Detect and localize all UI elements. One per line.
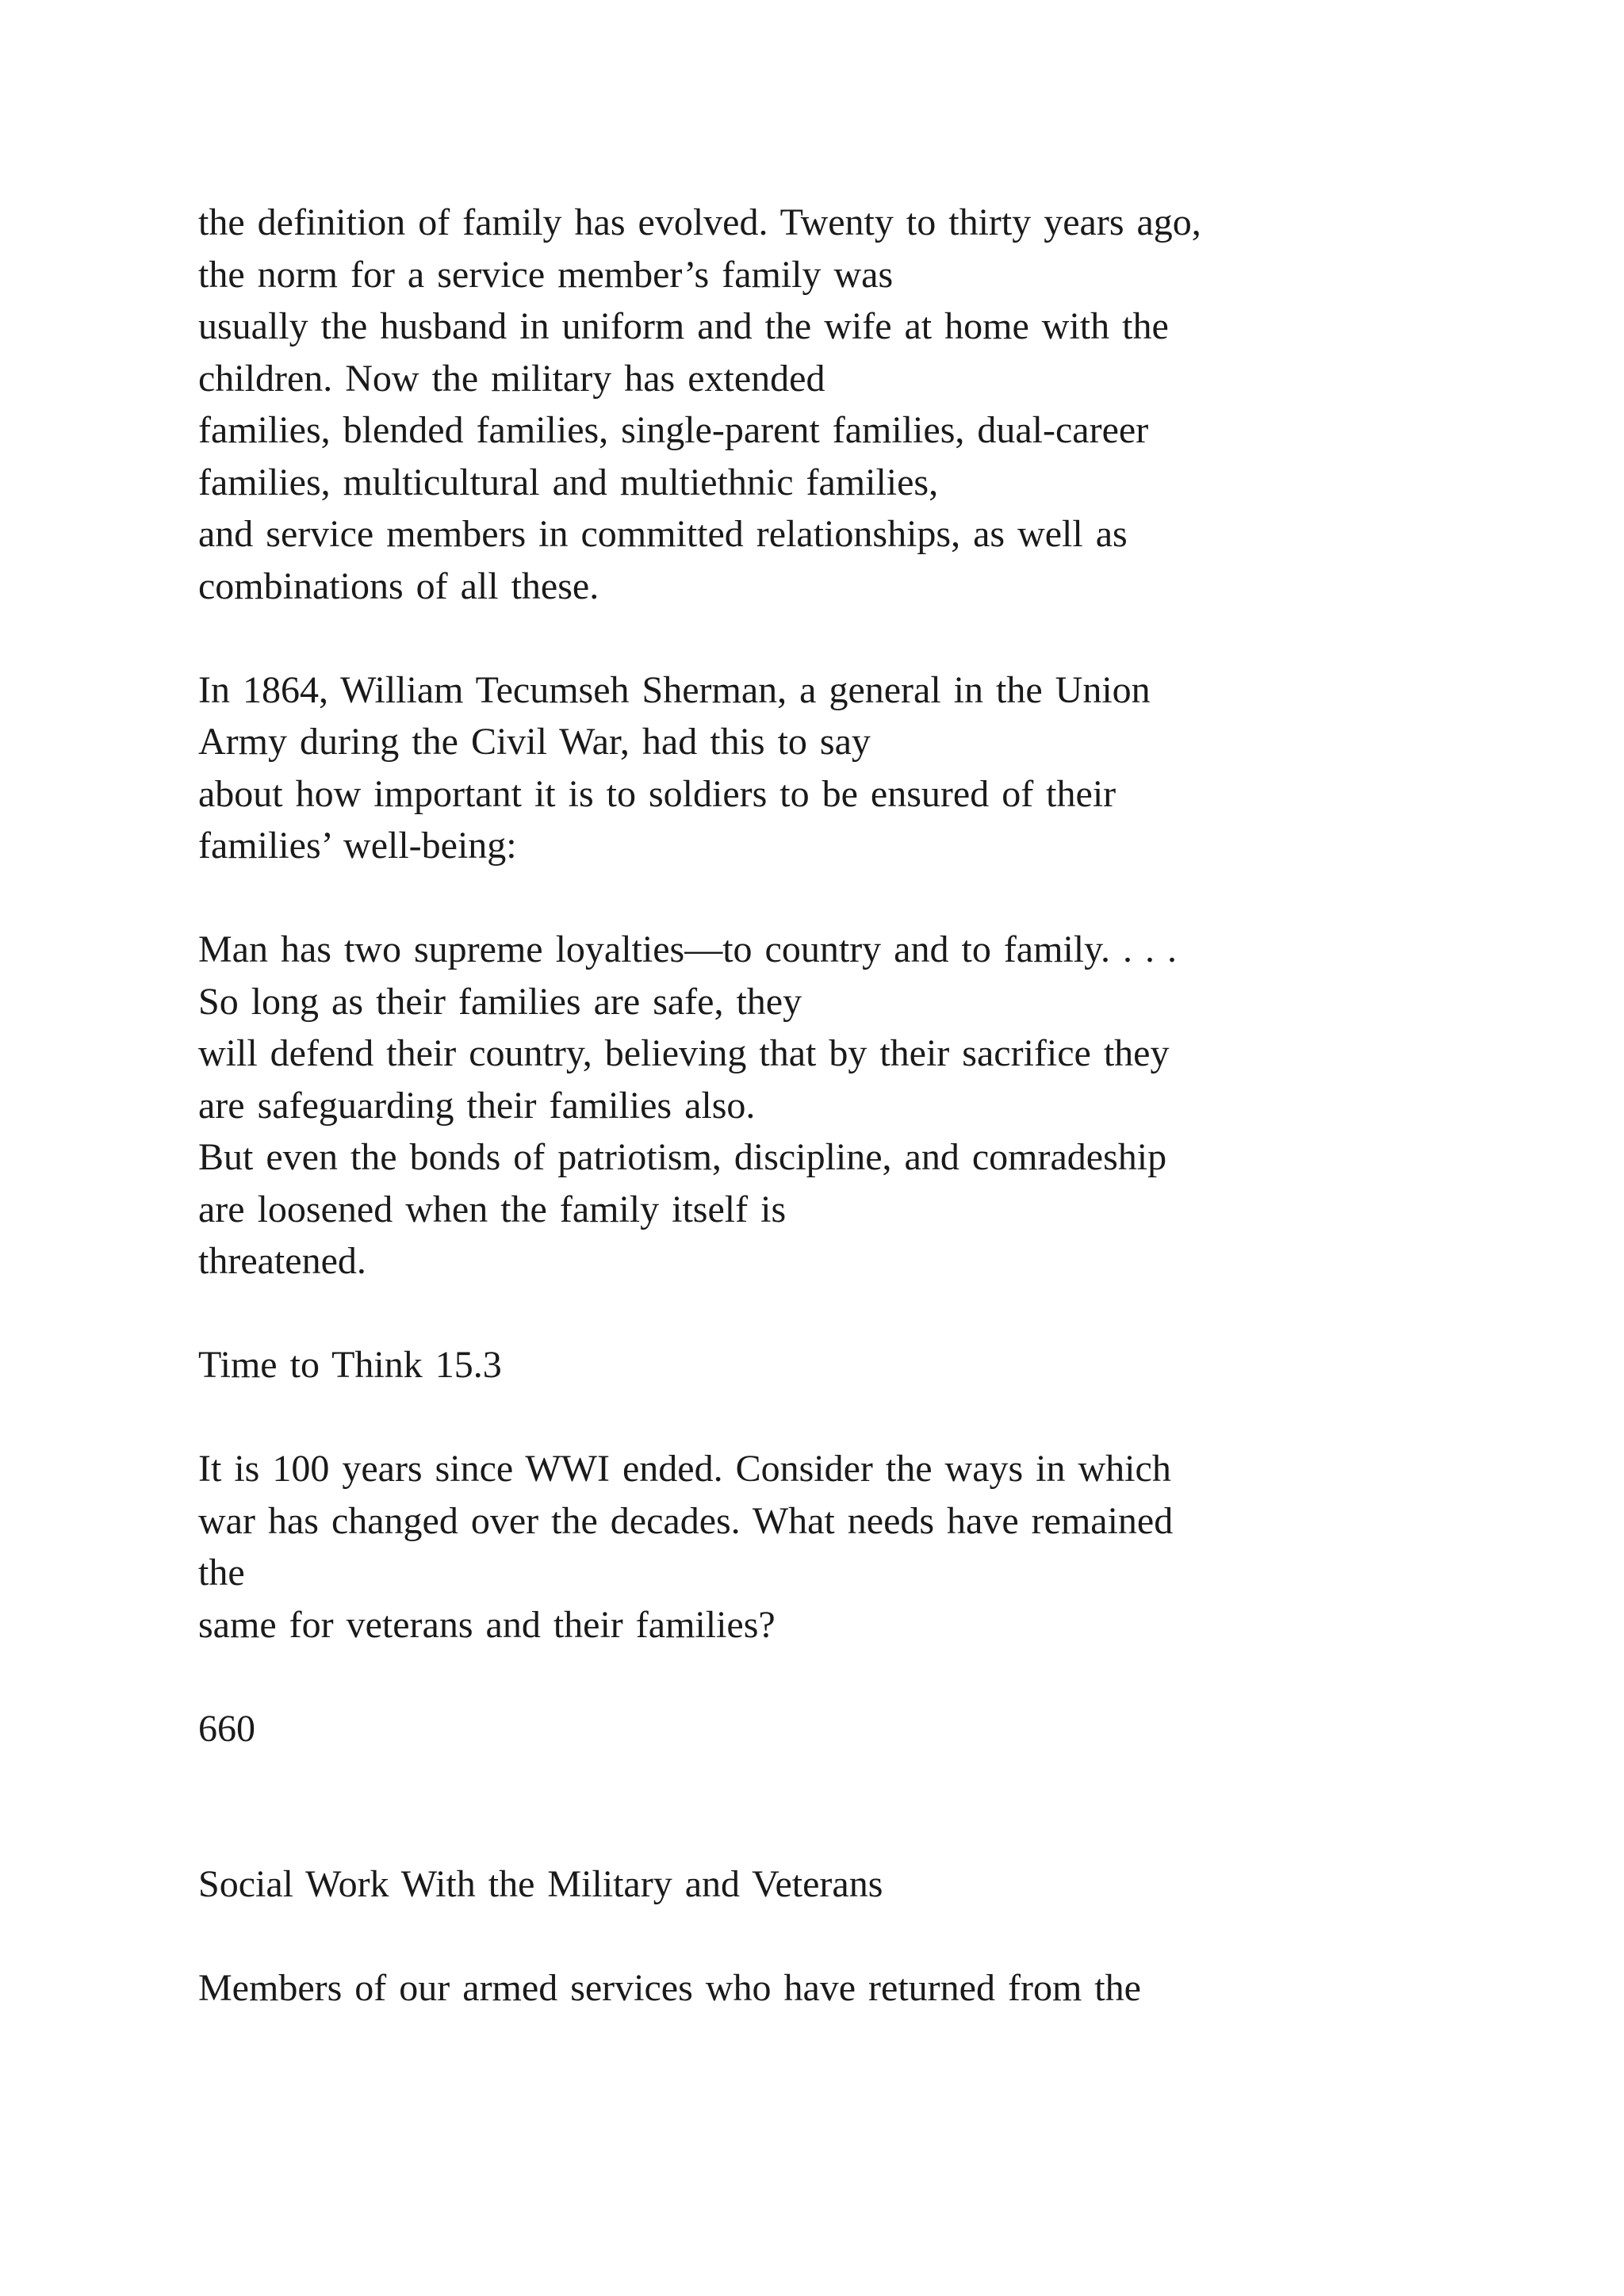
text-line: But even the bonds of patriotism, discipline, and comradeship [198, 1136, 1167, 1178]
text-line: and service members in committed relationships, as well as [198, 513, 1128, 555]
text-line: threatened. [198, 1240, 366, 1282]
text-line: In 1864, William Tecumseh Sherman, a general in the Union [198, 668, 1151, 711]
time-to-think-text [198, 1443, 1467, 1651]
text-line: the [198, 1552, 245, 1594]
text-line: It is 100 years since WWI ended. Consider the ways in which [198, 1448, 1171, 1490]
page-number: 660 [198, 1707, 255, 1750]
text-line: the norm for a service member’s family was [198, 253, 894, 296]
spacer [198, 1755, 1467, 1858]
paragraph-sherman [198, 664, 1467, 872]
text-line: So long as their families are safe, they [198, 980, 802, 1023]
text-line: Army during the Civil War, had this to say [198, 721, 871, 763]
section-heading: Social Work With the Military and Veterans [198, 1863, 883, 1905]
text-line: usually the husband in uniform and the wife at home with the [198, 305, 1169, 347]
text-line: families’ well-being: [198, 825, 517, 867]
spacer [198, 612, 1467, 664]
text-line: about how important it is to soldiers to be ensured of their [198, 772, 1116, 815]
text-line: families, multicultural and multiethnic families, [198, 461, 939, 503]
text-line: are loosened when the family itself is [198, 1188, 787, 1230]
paragraph-family-definition [198, 197, 1467, 612]
text-line: war has changed over the decades. What needs have remained [198, 1499, 1174, 1542]
text-line: will defend their country, believing that by their sacrifice they [198, 1032, 1170, 1074]
time-to-think-title: Time to Think 15.3 [198, 1344, 502, 1386]
page-content [198, 197, 1467, 2015]
text-line: the definition of family has evolved. Twenty to thirty years ago, [198, 201, 1201, 243]
sherman-quote [198, 924, 1467, 1288]
text-line: Members of our armed services who have returned from the [198, 1967, 1141, 2009]
spacer [198, 872, 1467, 924]
spacer [198, 1288, 1467, 1340]
text-line: are safeguarding their families also. [198, 1084, 756, 1127]
paragraph-veterans [198, 1962, 1467, 2015]
text-line: Man has two supreme loyalties—to country and to family. . . . [198, 928, 1177, 970]
text-line: combinations of all these. [198, 564, 599, 607]
spacer [198, 1911, 1467, 1963]
text-line: children. Now the military has extended [198, 357, 825, 400]
text-line: same for veterans and their families? [198, 1603, 776, 1646]
spacer [198, 1651, 1467, 1703]
spacer [198, 1391, 1467, 1444]
text-line: families, blended families, single-parent families, dual-career [198, 409, 1149, 451]
